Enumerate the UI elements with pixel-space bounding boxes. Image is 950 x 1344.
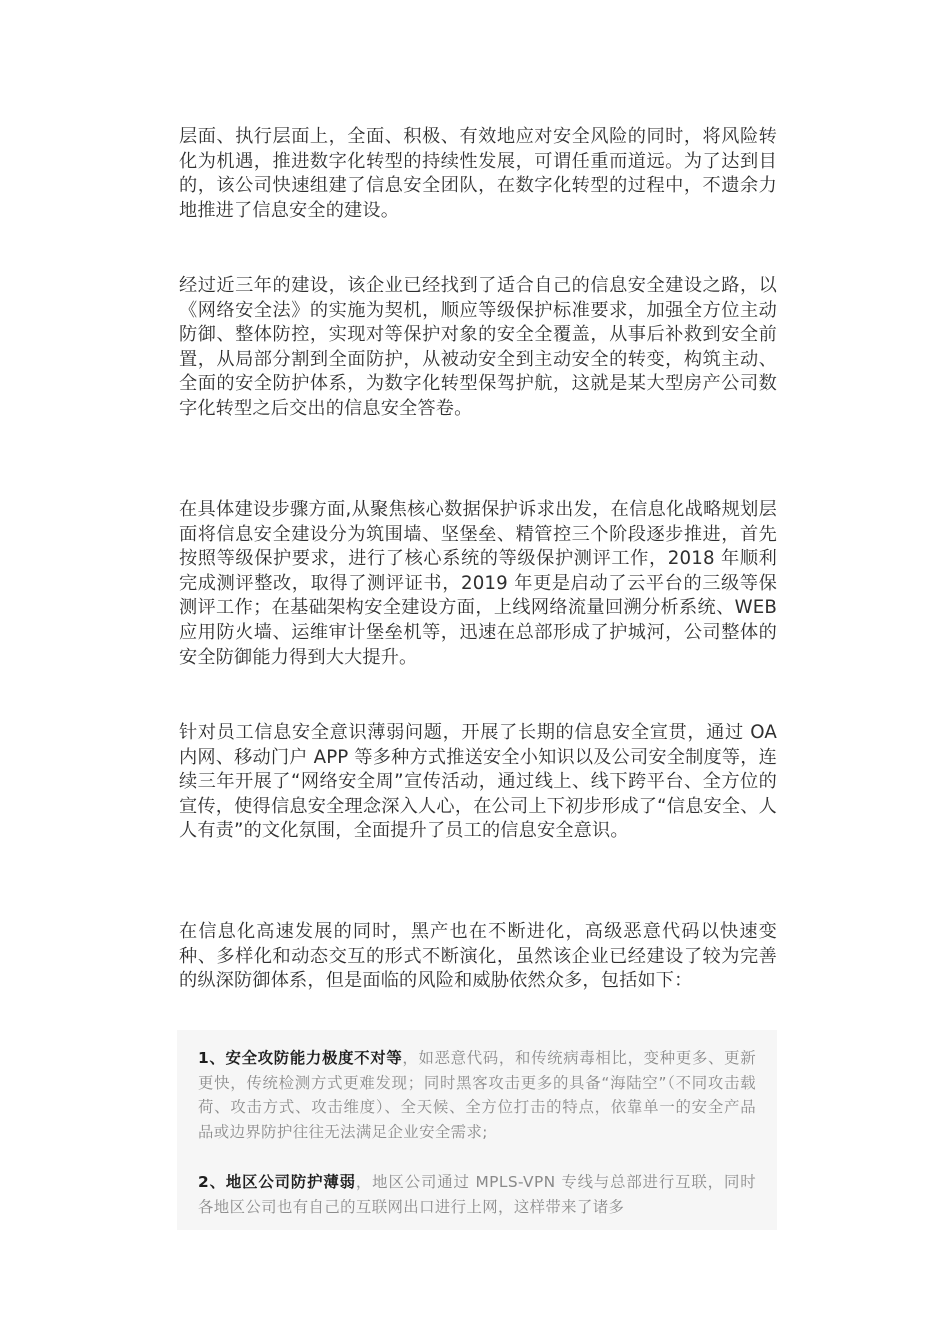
- paragraph-threats-intro: 在信息化高速发展的同时，黑产也在不断进化，高级恶意代码以快速变种、多样化和动态交互的形式不断演化，虽然该企业已经建设了较为完善的纵深防御体系，但是面临的风险和威胁依然众多，包括如下：: [179, 921, 777, 992]
- risk-item-1-body: ，如恶意代码，和传统病毒相比，变种更多、更新更快，传统检测方式更难发现；同时黑客攻击更多的具备“海陆空”（不同攻击载荷、攻击方式、攻击维度）、全天候、全方位打击的特点，依靠单一的安全产品品或边界防护往往无法满足企业安全需求;: [198, 1049, 756, 1141]
- risk-item-1: [198, 1046, 756, 1144]
- risk-item-2: [198, 1170, 756, 1219]
- paragraph-construction-steps: 在具体建设步骤方面,从聚焦核心数据保护诉求出发，在信息化战略规划层面将信息安全建设分为筑围墙、坚堡垒、精管控三个阶段逐步推进，首先按照等级保护要求，进行了核心系统的等级保护测评工作，2018 年顺利完成测评整改，取得了测评证书，2019 年更是启动了云平台的三级等保测评工作；在基础架构安全建设方面，上线网络流量回溯分析系统、WEB 应用防火墙、运维审计堡垒机等，迅速在总部形成了护城河，公司整体的安全防御能力得到大大提升。: [179, 499, 777, 668]
- risk-list-quote-block: [177, 1030, 777, 1230]
- paragraph-security-roadmap: 经过近三年的建设，该企业已经找到了适合自己的信息安全建设之路，以《网络安全法》的实施为契机，顺应等级保护标准要求，加强全方位主动防御、整体防控，实现对等保护对象的安全全覆盖，从事后补救到安全前置，从局部分割到全面防护，从被动安全到主动安全的转变，构筑主动、全面的安全防护体系，为数字化转型保驾护航，这就是某大型房产公司数字化转型之后交出的信息安全答卷。: [179, 275, 777, 419]
- paragraph-intro-continuation: 层面、执行层面上，全面、积极、有效地应对安全风险的同时，将风险转化为机遇，推进数字化转型的持续性发展，可谓任重而道远。为了达到目的，该公司快速组建了信息安全团队，在数字化转型的过程中，不遗余力地推进了信息安全的建设。: [179, 126, 777, 221]
- risk-item-1-heading: 1、安全攻防能力极度不对等: [198, 1049, 403, 1067]
- paragraph-awareness-training: 针对员工信息安全意识薄弱问题，开展了长期的信息安全宣贯，通过 OA 内网、移动门户 APP 等多种方式推送安全小知识以及公司安全制度等，连续三年开展了“网络安全周”宣传活动，通过线上、线下跨平台、全方位的宣传，使得信息安全理念深入人心，在公司上下初步形成了“信息安全、人人有责”的文化氛围，全面提升了员工的信息安全意识。: [179, 722, 777, 842]
- risk-item-2-body: ，地区公司通过 MPLS-VPN 专线与总部进行互联，同时各地区公司也有自己的互联网出口进行上网，这样带来了诸多: [198, 1173, 756, 1216]
- risk-item-2-heading: 2、地区公司防护薄弱: [198, 1173, 356, 1191]
